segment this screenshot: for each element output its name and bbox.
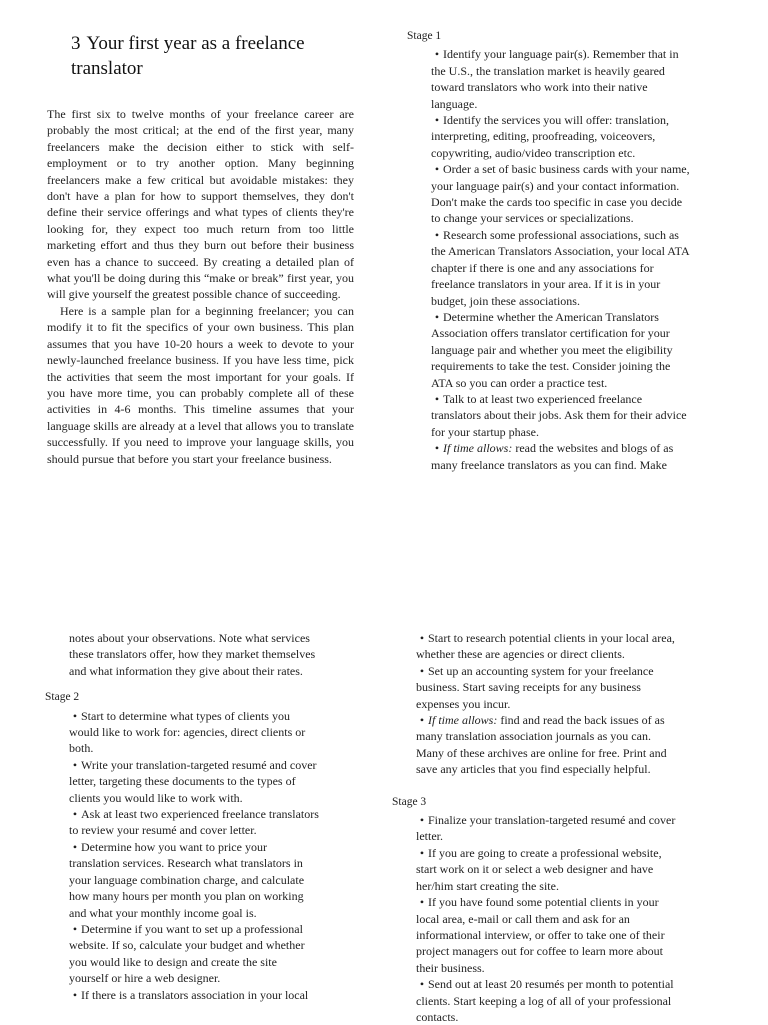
list-item: • Determine whether the American Translators Association offers translator certification for your language pair and whether you meet the eligibility requirements to take the test. Consider joining the ATA so you can order a practice test. (431, 309, 673, 390)
intro-text (47, 106, 354, 467)
stage-1-section (407, 28, 693, 473)
list-item: • If you have found some potential clients in your local area, e-mail or call them and ask for an informational interview, or offer to take one of their project managers out for coffee to learn more about their business. (416, 895, 665, 975)
chapter-number: 3 (71, 33, 81, 54)
stage-2-label: Stage 2 (45, 691, 80, 704)
list-item: • Research some professional associations, such as the American Translators Association, your local ATA chapter if there is one and any associations for freelance translators in your area. If it is in your budget, join these associations. (431, 227, 690, 308)
bullet-icon: • (419, 813, 425, 828)
bullet-icon: • (434, 113, 440, 128)
bullet-icon: • (434, 47, 440, 62)
list-item: • Write your translation-targeted resumé and cover letter, targeting these documents to the types of clients you would like to work with. (69, 757, 317, 805)
stage-1-list (431, 46, 693, 473)
chapter-title-text: Your first year as a freelance translator (71, 33, 305, 79)
bullet-icon: • (434, 441, 440, 456)
intro-paragraph: The first six to twelve months of your freelance career are probably the most critical; at the end of the first year, many freelancers make the decision either to stick with self-employment or to try another option. Many beginning freelancers make a few critical but avoidable mistakes: they don't have a plan for how to support themselves, they don't define their service offerings and what types of clients they're looking for, they expect too much return from too little marketing effort and thus they burn out before their business even has a chance to succeed. By creating a detailed plan of what you'll be doing during this “make or break” first year, you will give yourself the greatest possible chance of succeeding. (47, 107, 354, 302)
list-item: • If time allows: find and read the back issues of as many translation association journals as you can. Many of these archives are online for free. Print and save any articles that you find especially helpful. (416, 713, 667, 777)
list-item: • Talk to at least two experienced freelance translators about their jobs. Ask them for their advice for your startup phase. (431, 391, 687, 439)
list-item: • If time allows: read the websites and blogs of as many freelance translators as you can find. Make (431, 441, 674, 472)
list-item: • Ask at least two experienced freelance translators to review your resumé and cover letter. (69, 807, 319, 838)
list-item: • If there is a translators association in your local (69, 987, 319, 1003)
list-item: • Set up an accounting system for your freelance business. Start saving receipts for any business expenses you incur. (416, 663, 654, 711)
stage-3-list (416, 812, 678, 1025)
stage-2-list-continued (416, 630, 678, 778)
bullet-icon: • (72, 708, 78, 723)
bullet-icon: • (72, 807, 78, 822)
bullet-icon: • (419, 663, 425, 678)
bullet-icon: • (72, 757, 78, 772)
italic-lead: If time allows: (428, 713, 498, 728)
stage-2-list (69, 708, 319, 1003)
page-2-left-column (45, 630, 319, 1003)
bullet-icon: • (419, 977, 425, 992)
bullet-icon: • (434, 391, 440, 406)
bullet-icon: • (434, 162, 440, 177)
bullet-icon: • (434, 309, 440, 324)
bullet-icon: • (72, 839, 78, 854)
list-item: • Start to determine what types of clients you would like to work for: agencies, direct clients or both. (69, 708, 306, 756)
intro-paragraph: Here is a sample plan for a beginning freelancer; you can modify it to fit the specifics of your own business. This plan assumes that you have 10-20 hours a week to devote to your newly-launched freelance business. If you have less time, pick the activities that seem the most important for your goals. If you have more time, you can probably complete all of these activities in 4-6 months. This timeline assumes that your language skills are already at a level that allows you to translate successfully. If you need to improve your language skills, you should pursue that before you start your freelance business. (47, 303, 354, 466)
list-item: • Order a set of basic business cards with your name, your language pair(s) and your contact information. Don't make the cards too specific in case you decide to change your services or specializations. (431, 162, 690, 226)
stage-1-label: Stage 1 (407, 30, 442, 42)
stage-1-continuation: notes about your observations. Note what services these translators offer, how they market themselves and what information they give about their rates. (69, 631, 316, 678)
list-item: • Determine how you want to price your translation services. Research what translators in your language combination charge, and calculate how many hours per month you plan on working and what your monthly income goal is. (69, 839, 305, 920)
bullet-icon: • (419, 631, 425, 645)
stage-2-section (45, 689, 319, 1003)
list-item: • Identify the services you will offer: translation, interpreting, editing, proofreading, voiceovers, copywriting, audio/video transcription etc. (431, 113, 670, 160)
bullet-icon: • (72, 921, 78, 936)
list-item: • If you are going to create a professional website, start work on it or select a web designer and have her/him start creating the site. (416, 845, 662, 893)
list-item: • Finalize your translation-targeted resumé and cover letter. (416, 813, 676, 844)
bullet-icon: • (419, 895, 425, 910)
bullet-icon: • (72, 987, 78, 1002)
stage-3-label: Stage 3 (392, 795, 427, 808)
list-item: • Start to research potential clients in your local area, whether these are agencies or direct clients. (416, 631, 675, 662)
list-item: • Identify your language pair(s). Remember that in the U.S., the translation market is heavily geared toward translators who work into their native language. (431, 47, 679, 111)
list-item: • Send out at least 20 resumés per month to potential clients. Start keeping a log of all of your professional contacts. (416, 977, 674, 1024)
bullet-icon: • (419, 845, 425, 860)
bullet-icon: • (434, 227, 440, 242)
bullet-icon: • (419, 713, 425, 728)
page-2-right-column (392, 630, 678, 1025)
stage-3-section (392, 794, 678, 1025)
italic-lead: If time allows: (443, 441, 513, 456)
list-item: • Determine if you want to set up a professional website. If so, calculate your budget and whether you would like to design and create the site yourself or hire a web designer. (69, 921, 305, 986)
chapter-title (71, 31, 371, 81)
